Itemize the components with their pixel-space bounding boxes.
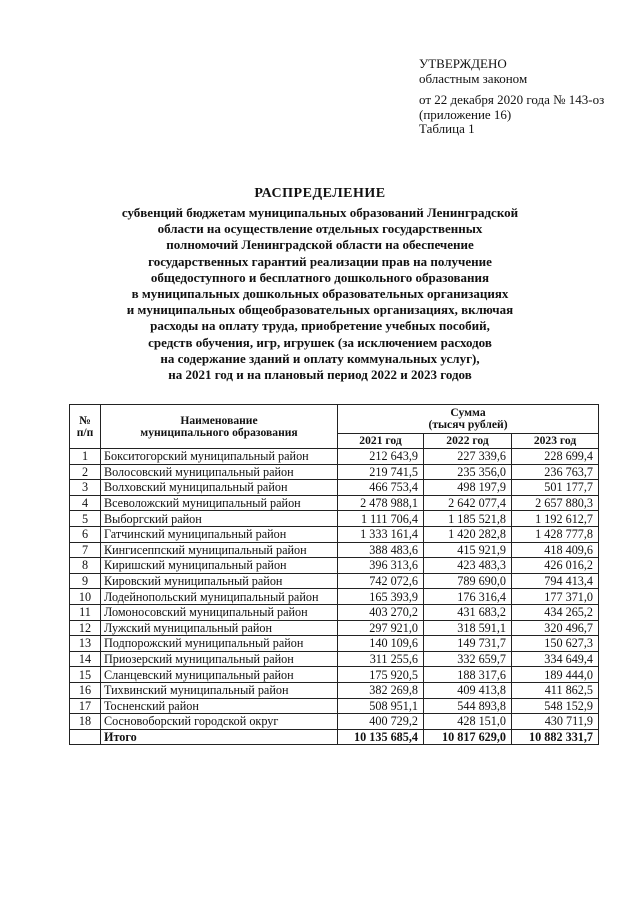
row-amount-2022: 423 483,3 bbox=[424, 558, 512, 574]
table-row bbox=[70, 542, 599, 558]
table-row bbox=[70, 604, 599, 620]
table-row bbox=[70, 651, 599, 667]
row-amount-2022: 789 690,0 bbox=[424, 573, 512, 589]
approval-stamp bbox=[419, 57, 604, 137]
col-header-number-l2: п/п bbox=[76, 425, 94, 439]
row-amount-2023: 177 371,0 bbox=[512, 589, 599, 605]
row-amount-2021: 388 483,6 bbox=[338, 542, 424, 558]
row-number: 3 bbox=[70, 480, 101, 496]
row-number: 9 bbox=[70, 573, 101, 589]
table-row bbox=[70, 667, 599, 683]
table-row bbox=[70, 511, 599, 527]
row-number: 2 bbox=[70, 464, 101, 480]
table-row bbox=[70, 620, 599, 636]
row-amount-2021: 508 951,1 bbox=[338, 698, 424, 714]
col-header-name-l1: Наименование bbox=[180, 413, 258, 427]
total-row bbox=[70, 729, 599, 744]
row-amount-2023: 548 152,9 bbox=[512, 698, 599, 714]
table-row bbox=[70, 714, 599, 730]
row-municipality: Гатчинский муниципальный район bbox=[101, 526, 338, 542]
row-municipality: Кировский муниципальный район bbox=[101, 573, 338, 589]
row-amount-2021: 212 643,9 bbox=[338, 449, 424, 465]
table-row bbox=[70, 589, 599, 605]
row-amount-2021: 382 269,8 bbox=[338, 682, 424, 698]
row-amount-2021: 219 741,5 bbox=[338, 464, 424, 480]
row-number: 1 bbox=[70, 449, 101, 465]
row-municipality: Тихвинский муниципальный район bbox=[101, 682, 338, 698]
col-header-number bbox=[70, 405, 101, 449]
row-number: 12 bbox=[70, 620, 101, 636]
col-header-number-l1: № bbox=[79, 413, 91, 427]
approval-date: от 22 декабря 2020 года № 143-оз bbox=[419, 92, 605, 107]
row-municipality: Лодейнопольский муниципальный район bbox=[101, 589, 338, 605]
row-number: 6 bbox=[70, 526, 101, 542]
table-row bbox=[70, 698, 599, 714]
row-municipality: Ломоносовский муниципальный район bbox=[101, 604, 338, 620]
row-amount-2021: 466 753,4 bbox=[338, 480, 424, 496]
row-amount-2022: 2 642 077,4 bbox=[424, 495, 512, 511]
row-amount-2023: 430 711,9 bbox=[512, 714, 599, 730]
row-amount-2023: 1 192 612,7 bbox=[512, 511, 599, 527]
row-amount-2021: 396 313,6 bbox=[338, 558, 424, 574]
row-amount-2021: 400 729,2 bbox=[338, 714, 424, 730]
row-municipality: Киришский муниципальный район bbox=[101, 558, 338, 574]
document-subtitle bbox=[0, 205, 640, 383]
table-row bbox=[70, 682, 599, 698]
row-municipality: Сланцевский муниципальный район bbox=[101, 667, 338, 683]
row-amount-2022: 498 197,9 bbox=[424, 480, 512, 496]
row-amount-2023: 1 428 777,8 bbox=[512, 526, 599, 542]
row-amount-2023: 411 862,5 bbox=[512, 682, 599, 698]
row-amount-2022: 332 659,7 bbox=[424, 651, 512, 667]
row-amount-2022: 1 185 521,8 bbox=[424, 511, 512, 527]
row-amount-2021: 1 111 706,4 bbox=[338, 511, 424, 527]
row-number: 15 bbox=[70, 667, 101, 683]
row-amount-2021: 1 333 161,4 bbox=[338, 526, 424, 542]
row-amount-2023: 426 016,2 bbox=[512, 558, 599, 574]
subtitle-line: полномочий Ленинградской области на обеспечение bbox=[166, 237, 474, 253]
row-amount-2021: 403 270,2 bbox=[338, 604, 424, 620]
row-amount-2022: 431 683,2 bbox=[424, 604, 512, 620]
row-amount-2023: 334 649,4 bbox=[512, 651, 599, 667]
row-amount-2023: 418 409,6 bbox=[512, 542, 599, 558]
row-amount-2023: 189 444,0 bbox=[512, 667, 599, 683]
row-amount-2022: 176 316,4 bbox=[424, 589, 512, 605]
row-municipality: Лужский муниципальный район bbox=[101, 620, 338, 636]
row-amount-2022: 409 413,8 bbox=[424, 682, 512, 698]
col-header-2021: 2021 год bbox=[338, 434, 424, 449]
row-municipality: Подпорожский муниципальный район bbox=[101, 636, 338, 652]
row-amount-2023: 150 627,3 bbox=[512, 636, 599, 652]
col-header-sum bbox=[338, 405, 599, 434]
col-header-2023: 2023 год bbox=[512, 434, 599, 449]
table-row bbox=[70, 495, 599, 511]
distribution-table bbox=[69, 404, 599, 745]
row-amount-2023: 434 265,2 bbox=[512, 604, 599, 620]
row-amount-2023: 501 177,7 bbox=[512, 480, 599, 496]
row-amount-2021: 140 109,6 bbox=[338, 636, 424, 652]
row-amount-2022: 227 339,6 bbox=[424, 449, 512, 465]
total-2023: 10 882 331,7 bbox=[512, 729, 599, 744]
row-amount-2023: 228 699,4 bbox=[512, 449, 599, 465]
row-municipality: Волосовский муниципальный район bbox=[101, 464, 338, 480]
table-row bbox=[70, 573, 599, 589]
row-amount-2023: 236 763,7 bbox=[512, 464, 599, 480]
row-amount-2021: 311 255,6 bbox=[338, 651, 424, 667]
row-number: 5 bbox=[70, 511, 101, 527]
row-amount-2022: 1 420 282,8 bbox=[424, 526, 512, 542]
subtitle-line: расходы на оплату труда, приобретение учебных пособий, bbox=[150, 318, 490, 334]
row-number: 13 bbox=[70, 636, 101, 652]
row-number: 18 bbox=[70, 714, 101, 730]
table-row bbox=[70, 526, 599, 542]
table-row bbox=[70, 558, 599, 574]
approval-table-number: Таблица 1 bbox=[419, 121, 475, 136]
row-amount-2023: 2 657 880,3 bbox=[512, 495, 599, 511]
row-number: 16 bbox=[70, 682, 101, 698]
row-amount-2023: 320 496,7 bbox=[512, 620, 599, 636]
approval-title: УТВЕРЖДЕНО bbox=[419, 56, 507, 71]
subtitle-line: на содержание зданий и оплату коммунальных услуг), bbox=[160, 350, 480, 366]
row-number: 11 bbox=[70, 604, 101, 620]
subtitle-line: на 2021 год и на плановый период 2022 и 2023 годов bbox=[168, 367, 472, 383]
row-municipality: Всеволожский муниципальный район bbox=[101, 495, 338, 511]
subtitle-line: средств обучения, игр, игрушек (за исключением расходов bbox=[148, 334, 492, 350]
row-number: 14 bbox=[70, 651, 101, 667]
row-amount-2021: 175 920,5 bbox=[338, 667, 424, 683]
col-header-name bbox=[101, 405, 338, 449]
row-amount-2022: 188 317,6 bbox=[424, 667, 512, 683]
row-municipality: Тосненский район bbox=[101, 698, 338, 714]
row-amount-2022: 318 591,1 bbox=[424, 620, 512, 636]
row-amount-2022: 415 921,9 bbox=[424, 542, 512, 558]
row-amount-2022: 544 893,8 bbox=[424, 698, 512, 714]
row-municipality: Сосновоборский городской округ bbox=[101, 714, 338, 730]
row-amount-2022: 428 151,0 bbox=[424, 714, 512, 730]
row-number: 8 bbox=[70, 558, 101, 574]
subtitle-line: и муниципальных общеобразовательных организациях, включая bbox=[126, 302, 514, 318]
subtitle-line: государственных гарантий реализации прав на получение bbox=[148, 253, 492, 269]
row-municipality: Кингисеппский муниципальный район bbox=[101, 542, 338, 558]
row-municipality: Приозерский муниципальный район bbox=[101, 651, 338, 667]
approval-appendix: (приложение 16) bbox=[419, 106, 512, 122]
row-amount-2021: 165 393,9 bbox=[338, 589, 424, 605]
table-row bbox=[70, 480, 599, 496]
row-number: 10 bbox=[70, 589, 101, 605]
subtitle-line: в муниципальных дошкольных образовательных организациях bbox=[131, 286, 509, 302]
document-heading bbox=[0, 186, 640, 383]
table-row bbox=[70, 636, 599, 652]
row-municipality: Волховский муниципальный район bbox=[101, 480, 338, 496]
total-label: Итого bbox=[101, 729, 338, 744]
subtitle-line: субвенций бюджетам муниципальных образований Ленинградской bbox=[121, 205, 519, 220]
table-row bbox=[70, 464, 599, 480]
row-amount-2021: 297 921,0 bbox=[338, 620, 424, 636]
subtitle-line: области на осуществление отдельных государственных bbox=[157, 221, 483, 237]
subtitle-line: общедоступного и бесплатного дошкольного образования bbox=[150, 269, 490, 285]
table-row bbox=[70, 449, 599, 465]
row-amount-2022: 235 356,0 bbox=[424, 464, 512, 480]
total-2022: 10 817 629,0 bbox=[424, 729, 512, 744]
row-number: 7 bbox=[70, 542, 101, 558]
row-municipality: Бокситогорский муниципальный район bbox=[101, 449, 338, 465]
col-header-2022: 2022 год bbox=[424, 434, 512, 449]
row-number: 17 bbox=[70, 698, 101, 714]
total-2021: 10 135 685,4 bbox=[338, 729, 424, 744]
row-amount-2023: 794 413,4 bbox=[512, 573, 599, 589]
col-header-name-l2: муниципального образования bbox=[140, 425, 298, 439]
row-amount-2021: 742 072,6 bbox=[338, 573, 424, 589]
row-amount-2021: 2 478 988,1 bbox=[338, 495, 424, 511]
col-header-sum-l1: Сумма bbox=[450, 406, 486, 419]
approval-law: областным законом bbox=[419, 70, 528, 86]
col-header-sum-l2: (тысяч рублей) bbox=[428, 418, 508, 431]
row-municipality: Выборгский район bbox=[101, 511, 338, 527]
row-number: 4 bbox=[70, 495, 101, 511]
total-number-cell bbox=[70, 729, 101, 744]
document-title: РАСПРЕДЕЛЕНИЕ bbox=[254, 186, 386, 201]
row-amount-2022: 149 731,7 bbox=[424, 636, 512, 652]
